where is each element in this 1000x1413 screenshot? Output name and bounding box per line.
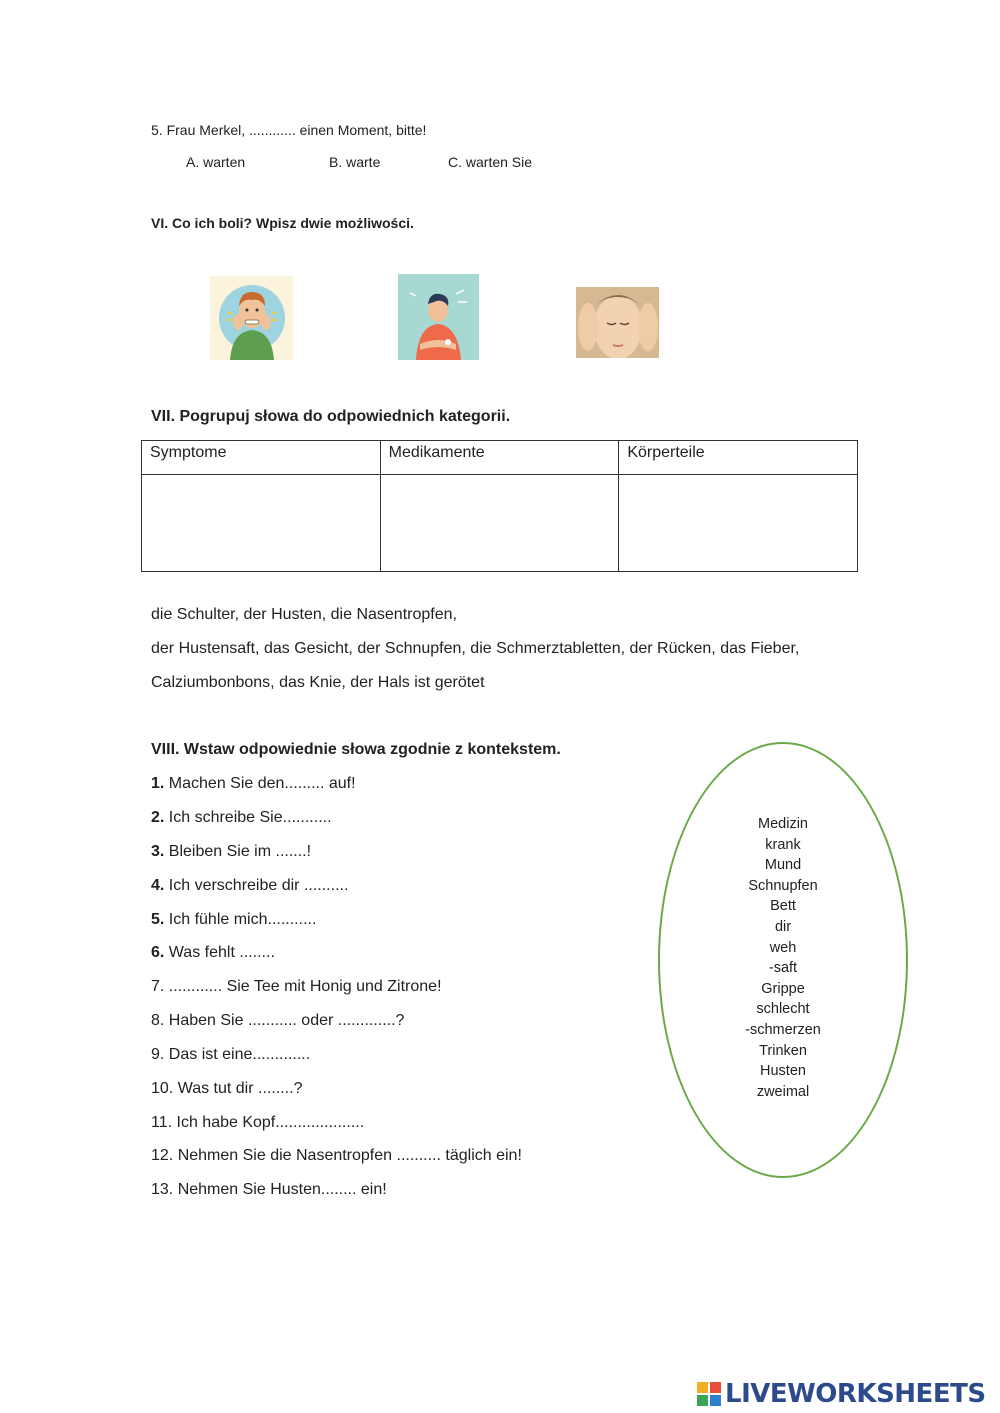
exercise-item-1: 1. Machen Sie den......... auf!: [151, 775, 356, 792]
liveworksheets-logo[interactable]: [697, 1378, 986, 1410]
word-bank-item: zweimal: [756, 1083, 810, 1100]
word-bank-item: dir: [774, 918, 792, 935]
word-bank-item: krank: [765, 836, 801, 853]
section-6-title: VI. Co ich boli? Wpisz dwie możliwości.: [151, 215, 414, 231]
exercise-item-7: 7. ............ Sie Tee mit Honig und Zitrone!: [151, 978, 442, 995]
word-bank-item: Trinken: [759, 1042, 807, 1059]
word-bank-item: schlecht: [756, 1001, 810, 1018]
word-bank-item: weh: [769, 939, 797, 956]
cell-symptome[interactable]: [142, 475, 381, 572]
exercise-item-13: 13. Nehmen Sie Husten........ ein!: [151, 1181, 387, 1198]
word-bank-item: -schmerzen: [745, 1021, 821, 1038]
cell-medikamente[interactable]: [380, 475, 619, 572]
exercise-item-2: 2. Ich schreibe Sie...........: [151, 809, 332, 826]
header-symptome: Symptome: [142, 441, 381, 475]
question-5: 5. Frau Merkel, ............ einen Moment, bitte!: [151, 122, 427, 138]
word-bank-item: Bett: [770, 898, 796, 915]
exercise-item-6: 6. Was fehlt ........: [151, 944, 275, 961]
word-line-3: Calziumbonbons, das Knie, der Hals ist gerötet: [151, 674, 485, 691]
exercise-item-5: 5. Ich fühle mich...........: [151, 911, 317, 928]
section-7-title: VII. Pogrupuj słowa do odpowiednich kategorii.: [151, 408, 511, 425]
cell-koerperteile[interactable]: [619, 475, 858, 572]
word-bank-item: Mund: [764, 857, 802, 874]
toothache-man-icon: [210, 276, 293, 360]
option-a: A. warten: [186, 154, 246, 170]
option-c: C. warten Sie: [448, 154, 533, 170]
section-8-title: VIII. Wstaw odpowiednie słowa zgodnie z kontekstem.: [151, 741, 561, 758]
word-line-2: der Hustensaft, das Gesicht, der Schnupfen, die Schmerztabletten, der Rücken, das Fieber,: [151, 640, 800, 657]
header-medikamente: Medikamente: [380, 441, 619, 475]
word-bank-item: Husten: [760, 1063, 806, 1080]
word-bank-item: Grippe: [761, 980, 805, 997]
header-koerperteile: Körperteile: [619, 441, 858, 475]
word-bank-item: Schnupfen: [748, 877, 818, 894]
category-table: [141, 440, 858, 572]
liveworksheets-grid-icon: [697, 1382, 721, 1406]
exercise-item-8: 8. Haben Sie ........... oder .............?: [151, 1012, 405, 1029]
exercise-item-9: 9. Das ist eine.............: [151, 1046, 311, 1063]
exercise-item-10: 10. Was tut dir ........?: [151, 1080, 303, 1097]
option-b: B. warte: [329, 154, 381, 170]
word-line-1: die Schulter, der Husten, die Nasentropfen,: [151, 606, 457, 623]
exercise-item-11: 11. Ich habe Kopf....................: [151, 1114, 365, 1131]
exercise-item-12: 12. Nehmen Sie die Nasentropfen .......... täglich ein!: [151, 1147, 522, 1164]
exercise-item-4: 4. Ich verschreibe dir ..........: [151, 877, 349, 894]
logo-text: LIVEWORKSHEETS: [725, 1379, 986, 1409]
headache-woman-icon: [576, 287, 659, 358]
word-bank-item: Medizin: [758, 816, 808, 832]
exercise-item-3: 3. Bleiben Sie im .......!: [151, 843, 312, 860]
stomachache-man-icon: [398, 274, 479, 360]
word-bank-item: -saft: [768, 960, 798, 977]
word-bank: [700, 814, 866, 1102]
